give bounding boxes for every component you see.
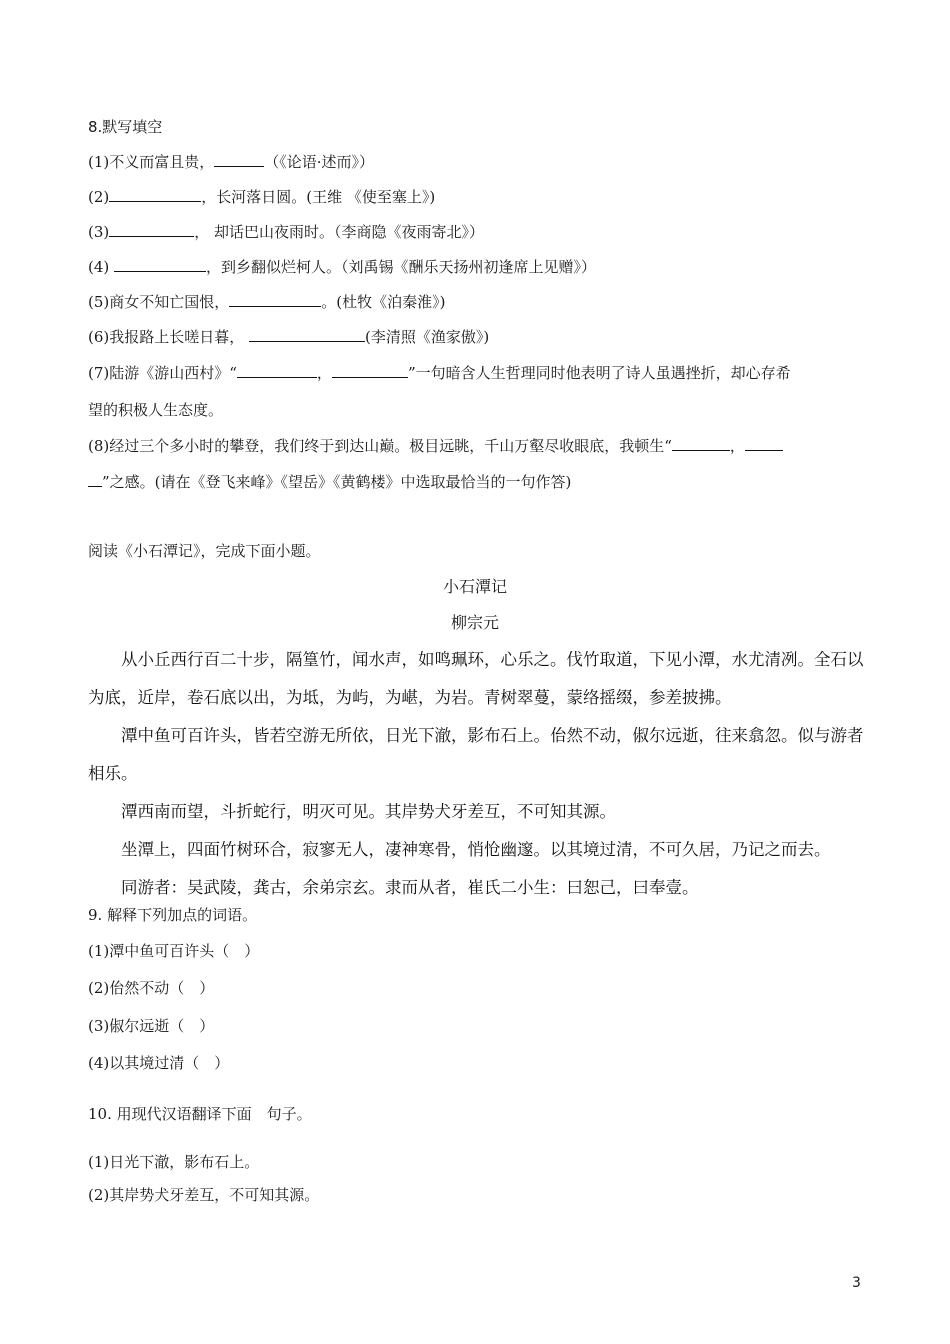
q8-item-1: (1)不义而富且贵， （《论语·述而》） [88, 153, 375, 171]
passage-paragraph: 潭中鱼可百许头，皆若空游无所依，日光下澈，影布石上。佁然不动，俶尔远逝，往来翕忽。似与游者相乐。 [88, 726, 864, 783]
reading-intro: 阅读《小石潭记》，完成下面小题。 [88, 542, 321, 560]
answer-blank[interactable] [88, 472, 102, 487]
answer-blank[interactable] [745, 436, 783, 451]
q8-item-5: (5)商女不知亡国恨， 。(杜牧《泊秦淮》) [88, 293, 446, 311]
passage-author: 柳宗元 [450, 613, 499, 632]
answer-blank[interactable] [109, 222, 194, 237]
answer-blank[interactable] [237, 363, 317, 378]
q8-item-4: (4) ，到乡翻似烂柯人。（刘禹锡《酬乐天扬州初逢席上见赠》） [88, 258, 597, 276]
passage-paragraph: 同游者：吴武陵，龚古，余弟宗玄。隶而从者，崔氏二小生：曰恕己，曰奉壹。 [121, 878, 699, 897]
q10-title: 10. 用现代汉语翻译下面 句子。 [88, 1105, 312, 1123]
passage-paragraph: 从小丘西行百二十步，隔篁竹，闻水声，如鸣珮环，心乐之。伐竹取道，下见小潭，水尤清冽。全石以为底，近岸，卷石底以出，为坻，为屿，为嵁，为岩。青树翠蔓，蒙络摇缀，参差披拂。 [88, 650, 864, 707]
answer-blank[interactable] [109, 187, 201, 202]
q8-item-2: (2) ，长河落日圆。(王维 《使至塞上》) [88, 188, 436, 206]
answer-blank[interactable] [114, 257, 206, 272]
answer-blank[interactable] [249, 327, 365, 342]
q9-item: (2)佁然不动（ ） [88, 979, 215, 997]
q9-item: (4)以其境过清（ ） [88, 1054, 230, 1072]
answer-blank[interactable] [332, 363, 408, 378]
q8-title: 8.默写填空 [88, 118, 163, 136]
answer-blank[interactable] [672, 436, 730, 451]
page-number: 3 [852, 1275, 861, 1291]
passage-body [88, 641, 868, 907]
answer-blank[interactable] [214, 152, 264, 167]
q10-item: (2)其岸势犬牙差互，不可知其源。 [88, 1186, 320, 1204]
q8-item-8-cont: ”之感。(请在《登飞来峰》《望岳》《黄鹤楼》中选取最恰当的一句作答) [88, 472, 571, 492]
answer-blank[interactable] [229, 292, 321, 307]
q8-item-8: (8)经过三个多小时的攀登，我们终于到达山巅。极目远眺，千山万壑尽收眼底，我顿生“ ， [88, 436, 783, 456]
q9-item: (1)潭中鱼可百许头（ ） [88, 942, 260, 960]
q8-item-3: (3) ， 却话巴山夜雨时。（李商隐《夜雨寄北》） [88, 223, 485, 241]
passage-paragraph: 潭西南而望，斗折蛇行，明灭可见。其岸势犬牙差互，不可知其源。 [121, 802, 616, 821]
passage-title: 小石潭记 [442, 577, 507, 596]
q10-item: (1)日光下澈，影布石上。 [88, 1153, 260, 1171]
q9-title: 9. 解释下列加点的词语。 [88, 906, 258, 924]
q8-item-6: (6)我报路上长嗟日暮， (李清照《渔家傲》) [88, 328, 490, 346]
q9-item: (3)俶尔远逝（ ） [88, 1017, 215, 1035]
q8-item-7: (7)陆游《游山西村》“ ， ”一句暗含人生哲理同时他表明了诗人虽遇挫折，却心存希 [88, 364, 791, 382]
q8-item-7-cont: 望的积极人生态度。 [88, 401, 224, 419]
passage-paragraph: 坐潭上，四面竹树环合，寂寥无人，凄神寒骨，悄怆幽邃。以其境过清，不可久居，乃记之而去。 [121, 840, 831, 859]
